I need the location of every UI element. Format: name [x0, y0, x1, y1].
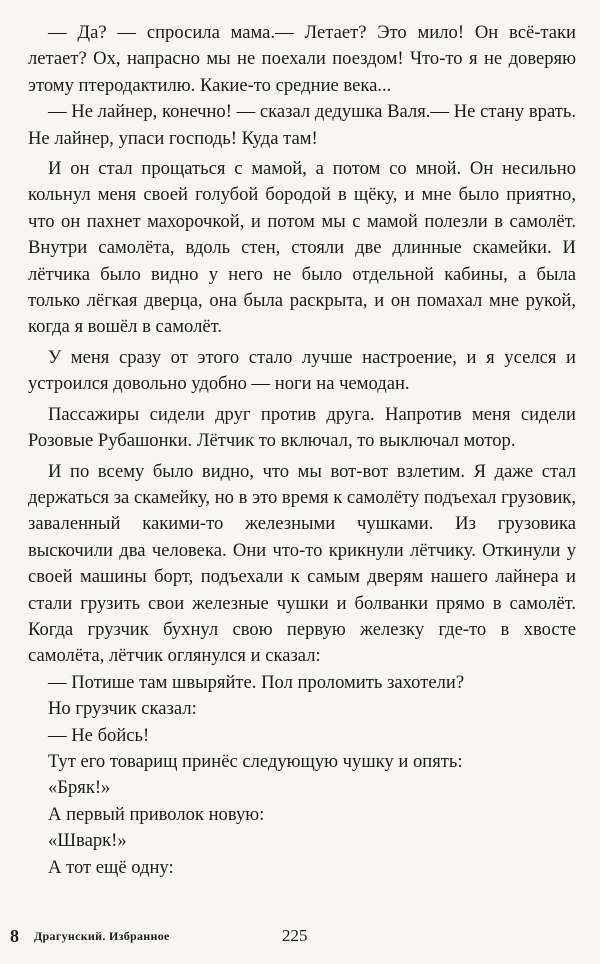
page-number: 225 — [282, 926, 308, 945]
paragraph: — Не бойсь! — [48, 724, 150, 746]
paragraph: — Да? — спросила мама.— Летает? Это мило! Он всё-таки летает? Ох, напрасно мы не поехали поездом! Что-то я не доверяю этому птеродактилю. Какие-то средние века... — [28, 22, 576, 96]
paragraph: А первый приволок новую: — [48, 803, 265, 825]
paragraph: Тут его товарищ принёс следующую чушку и опять: — [48, 750, 463, 772]
paragraph: Но грузчик сказал: — [48, 698, 197, 720]
paragraph: У меня сразу от этого стало лучше настроение, и я уселся и устроился довольно удобно — ноги на чемодан. — [28, 346, 576, 395]
signature-number: 8 — [10, 926, 19, 946]
paragraph: И по всему было видно, что мы вот-вот взлетим. Я даже стал держаться за скамейку, но в это время к самолёту подъехал грузовик, заваленный какими-то железными чушками. Из грузовика выскочили два человека. Они что-то крикнули лётчику. Откинули у своей машины борт, подъехали к самым дверям нашего лайнера и стали грузить свои железные чушки и болванки прямо в самолёт. Когда грузчик бухнул свою первую железку где-то в хвосте самолёта, лётчик оглянулся и сказал: — [28, 460, 576, 667]
page-body-text — [28, 20, 576, 881]
page-footer — [0, 916, 600, 944]
paragraph: А тот ещё одну: — [48, 856, 174, 878]
paragraph: И он стал прощаться с мамой, а потом со мной. Он несильно кольнул меня своей голубой бородой в щёку, и мне было приятно, что он пахнет махорочкой, и потом мы с мамой полезли в самолёт. Внутри самолёта, вдоль стен, стояли две длинные скамейки. И лётчика было видно у него не было отдельной кабины, а была только лёгкая дверца, она была раскрыта, и он помахал мне рукой, когда я вошёл в самолёт. — [28, 158, 576, 338]
signature-text: Драгунский. Избранное — [34, 929, 170, 943]
paragraph: — Не лайнер, конечно! — сказал дедушка Валя.— Не стану врать. Не лайнер, упаси господь! Куда там! — [28, 101, 576, 149]
paragraph: Пассажиры сидели друг против друга. Напротив меня сидели Розовые Рубашонки. Лётчик то включал, то выключал мотор. — [28, 403, 576, 452]
paragraph: «Шварк!» — [48, 830, 127, 852]
paragraph: — Потише там швыряйте. Пол проломить захотели? — [48, 671, 465, 693]
paragraph: «Бряк!» — [48, 777, 111, 799]
